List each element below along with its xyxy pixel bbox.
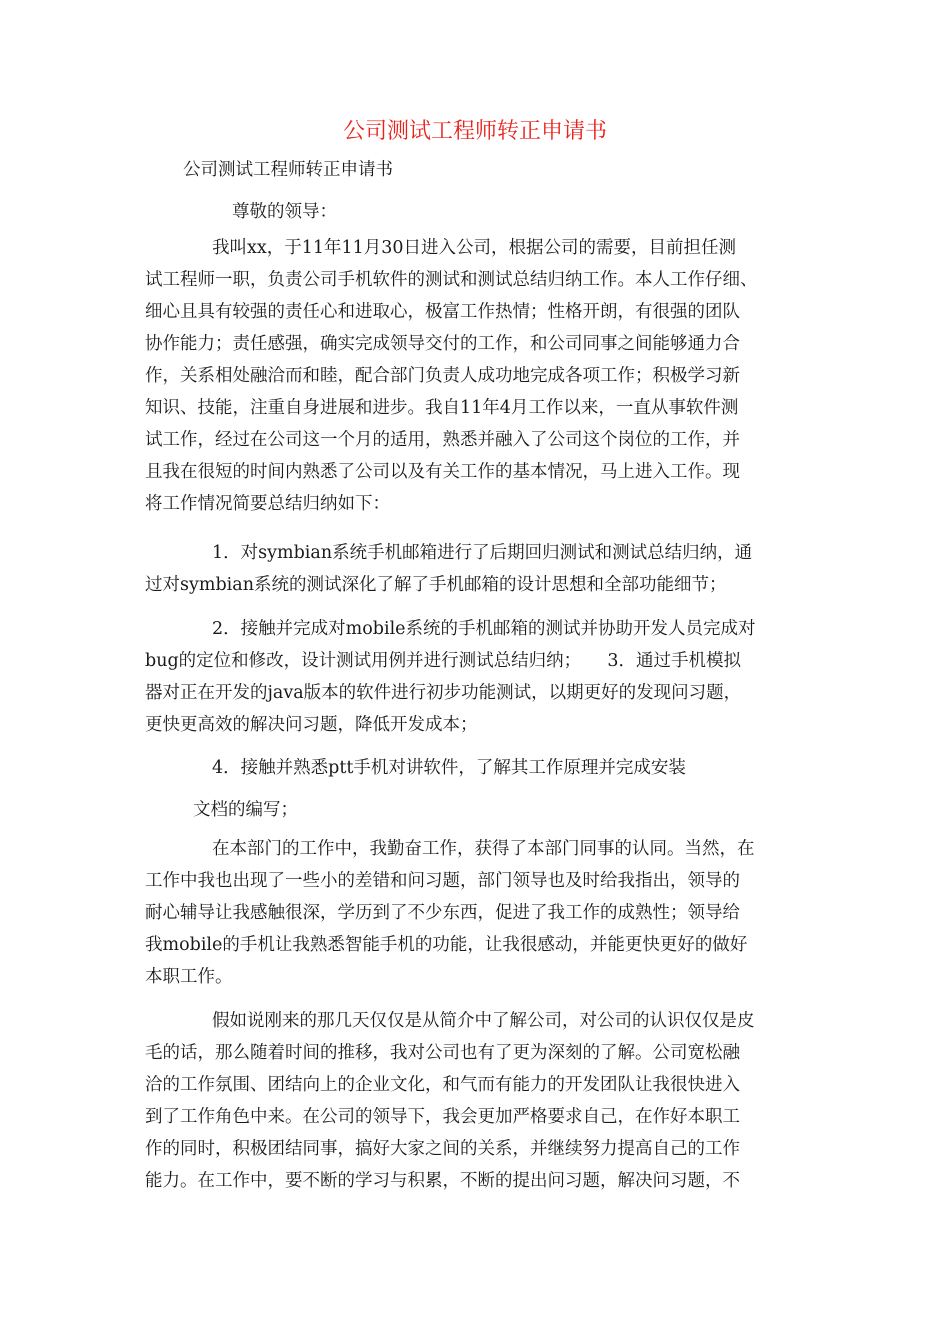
document-subtitle: 公司测试工程师转正申请书 [183, 160, 393, 180]
text-line: 我mobile的手机让我熟悉智能手机的功能，让我很感动，并能更快更好的做好 [145, 935, 748, 955]
text-line: 作的同时，积极团结同事，搞好大家之间的关系，并继续努力提高自己的工作 [145, 1139, 740, 1159]
text-line: 作，关系相处融洽而和睦，配合部门负责人成功地完成各项工作；积极学习新 [145, 366, 740, 386]
text-line: 假如说刚来的那几天仅仅是从简介中了解公司，对公司的认识仅仅是皮 [212, 1011, 755, 1031]
text-line: 器对正在开发的java版本的软件进行初步功能测试，以期更好的发现问习题， [145, 683, 742, 703]
text-line: 过对symbian系统的测试深化了解了手机邮箱的设计思想和全部功能细节； [145, 575, 727, 595]
salutation: 尊敬的领导： [232, 202, 337, 222]
text-line: bug的定位和修改，设计测试用例并进行测试总结归纳； 3．通过手机模拟 [145, 651, 742, 671]
text-line: 洽的工作氛围、团结向上的企业文化，和气而有能力的开发团队让我很快进入 [145, 1075, 740, 1095]
text-line: 耐心辅导让我感触很深，学历到了不少东西，促进了我工作的成熟性；领导给 [145, 903, 740, 923]
text-line: 细心且具有较强的责任心和进取心，极富工作热情；性格开朗，有很强的团队 [145, 302, 740, 322]
text-line: 将工作情况简要总结归纳如下： [145, 494, 390, 514]
list-item: 2．接触并完成对mobile系统的手机邮箱的测试并协助开发人员完成对 [212, 619, 756, 639]
text-line: 协作能力；责任感强，确实完成领导交付的工作，和公司同事之间能够通力合 [145, 334, 740, 354]
text-line: 知识、技能，注重自身进展和进步。我自11年4月工作以来，一直从事软件测 [145, 398, 739, 418]
text-line: 我叫xx，于11年11月30日进入公司，根据公司的需要，目前担任测 [212, 238, 737, 258]
list-item: 4．接触并熟悉ptt手机对讲软件，了解其工作原理并完成安装 [212, 758, 686, 778]
text-line: 工作中我也出现了一些小的差错和问习题，部门领导也及时给我指出，领导的 [145, 871, 740, 891]
text-line: 在本部门的工作中，我勤奋工作，获得了本部门同事的认同。当然，在 [212, 839, 755, 859]
document-title: 公司测试工程师转正申请书 [342, 119, 607, 144]
text-line: 毛的话，那么随着时间的推移，我对公司也有了更为深刻的了解。公司宽松融 [145, 1043, 740, 1063]
text-line: 文档的编写； [193, 800, 298, 820]
list-item: 1．对symbian系统手机邮箱进行了后期回归测试和测试总结归纳，通 [212, 543, 753, 563]
text-line: 更快更高效的解决问习题，降低开发成本； [145, 715, 478, 735]
text-line: 到了工作角色中来。在公司的领导下，我会更加严格要求自己，在作好本职工 [145, 1107, 740, 1127]
text-line: 本职工作。 [145, 967, 233, 987]
text-line: 且我在很短的时间内熟悉了公司以及有关工作的基本情况，马上进入工作。现 [145, 462, 740, 482]
text-line: 能力。在工作中，要不断的学习与积累，不断的提出问习题，解决问习题，不 [145, 1171, 740, 1191]
text-line: 试工作，经过在公司这一个月的适用，熟悉并融入了公司这个岗位的工作，并 [145, 430, 740, 450]
text-line: 试工程师一职，负责公司手机软件的测试和测试总结归纳工作。本人工作仔细、 [145, 270, 758, 290]
